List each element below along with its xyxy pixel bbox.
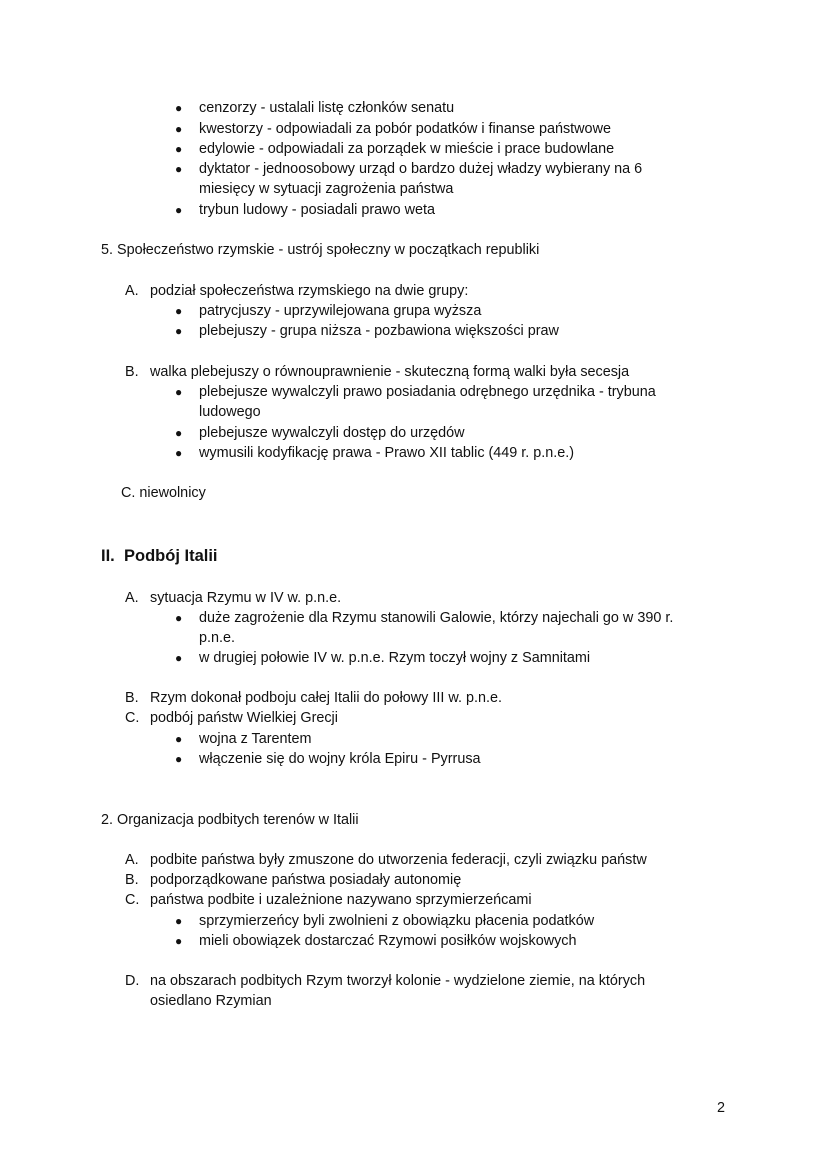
bullet-icon: ●: [175, 385, 183, 399]
list-item: włączenie się do wojny króla Epiru - Pyrrusa: [199, 751, 481, 767]
list-marker: B.: [125, 872, 139, 888]
bullet-icon: ●: [175, 446, 183, 460]
list-marker: B.: [125, 690, 139, 706]
list-item: trybun ludowy - posiadali prawo weta: [199, 202, 435, 218]
section-heading: 2. Organizacja podbitych terenów w Italii: [101, 812, 359, 828]
section-marker: II.: [101, 547, 115, 565]
list-item: plebejusze wywalczyli dostęp do urzędów: [199, 425, 465, 441]
list-marker: A.: [125, 283, 139, 299]
list-item: plebejuszy - grupa niższa - pozbawiona większości praw: [199, 323, 559, 339]
list-item: edylowie - odpowiadali za porządek w mieście i prace budowlane: [199, 141, 615, 157]
bullet-icon: ●: [175, 611, 183, 625]
list-item: podbój państw Wielkiej Grecji: [150, 710, 338, 726]
list-item-continuation: miesięcy w sytuacji zagrożenia państwa: [199, 181, 454, 197]
bullet-icon: ●: [175, 324, 183, 338]
section-heading: Podbój Italii: [124, 547, 218, 565]
list-item: plebejusze wywalczyli prawo posiadania odrębnego urzędnika - trybuna: [199, 384, 656, 400]
bullet-icon: ●: [175, 934, 183, 948]
list-marker: D.: [125, 973, 140, 989]
list-item: dyktator - jednoosobowy urząd o bardzo dużej władzy wybierany na 6: [199, 161, 643, 177]
list-item: sytuacja Rzymu w IV w. p.n.e.: [150, 590, 342, 606]
list-item: kwestorzy - odpowiadali za pobór podatków i finanse państwowe: [199, 121, 611, 137]
list-item: podporządkowane państwa posiadały autonomię: [150, 872, 462, 888]
page-number: 2: [716, 1100, 725, 1116]
section-heading: 5. Społeczeństwo rzymskie - ustrój społeczny w początkach republiki: [101, 242, 540, 258]
bullet-icon: ●: [175, 304, 183, 318]
list-item-continuation: p.n.e.: [199, 630, 236, 646]
list-marker: A.: [125, 590, 139, 606]
list-marker: C.: [125, 710, 140, 726]
list-item: cenzorzy - ustalali listę członków senatu: [199, 100, 455, 116]
list-item: państwa podbite i uzależnione nazywano sprzymierzeńcami: [150, 892, 532, 908]
bullet-icon: ●: [175, 162, 183, 176]
bullet-icon: ●: [175, 732, 183, 746]
bullet-icon: ●: [175, 101, 183, 115]
list-marker: B.: [125, 364, 139, 380]
list-marker: A.: [125, 852, 139, 868]
bullet-icon: ●: [175, 203, 183, 217]
list-item: wymusili kodyfikację prawa - Prawo XII tablic (449 r. p.n.e.): [199, 445, 575, 461]
bullet-icon: ●: [175, 426, 183, 440]
list-item: duże zagrożenie dla Rzymu stanowili Galowie, którzy najechali go w 390 r.: [199, 610, 674, 626]
list-item: mieli obowiązek dostarczać Rzymowi posiłków wojskowych: [199, 933, 577, 949]
list-item: sprzymierzeńcy byli zwolnieni z obowiązku płacenia podatków: [199, 913, 595, 929]
list-item: na obszarach podbitych Rzym tworzył kolonie - wydzielone ziemie, na których: [150, 973, 646, 989]
list-item: walka plebejuszy o równouprawnienie - skuteczną formą walki była secesja: [150, 364, 630, 380]
list-item-continuation: ludowego: [199, 404, 261, 420]
list-item: Rzym dokonał podboju całej Italii do połowy III w. p.n.e.: [150, 690, 502, 706]
bullet-icon: ●: [175, 752, 183, 766]
list-marker: C.: [125, 892, 140, 908]
bullet-icon: ●: [175, 122, 183, 136]
bullet-icon: ●: [175, 914, 183, 928]
list-item-continuation: osiedlano Rzymian: [150, 993, 272, 1009]
list-item: C. niewolnicy: [121, 485, 206, 501]
list-item: podbite państwa były zmuszone do utworzenia federacji, czyli związku państw: [150, 852, 647, 868]
list-item: wojna z Tarentem: [199, 731, 312, 747]
list-item: podział społeczeństwa rzymskiego na dwie grupy:: [150, 283, 469, 299]
list-item: w drugiej połowie IV w. p.n.e. Rzym toczył wojny z Samnitami: [199, 650, 591, 666]
bullet-icon: ●: [175, 651, 183, 665]
list-item: patrycjuszy - uprzywilejowana grupa wyższa: [199, 303, 482, 319]
bullet-icon: ●: [175, 142, 183, 156]
